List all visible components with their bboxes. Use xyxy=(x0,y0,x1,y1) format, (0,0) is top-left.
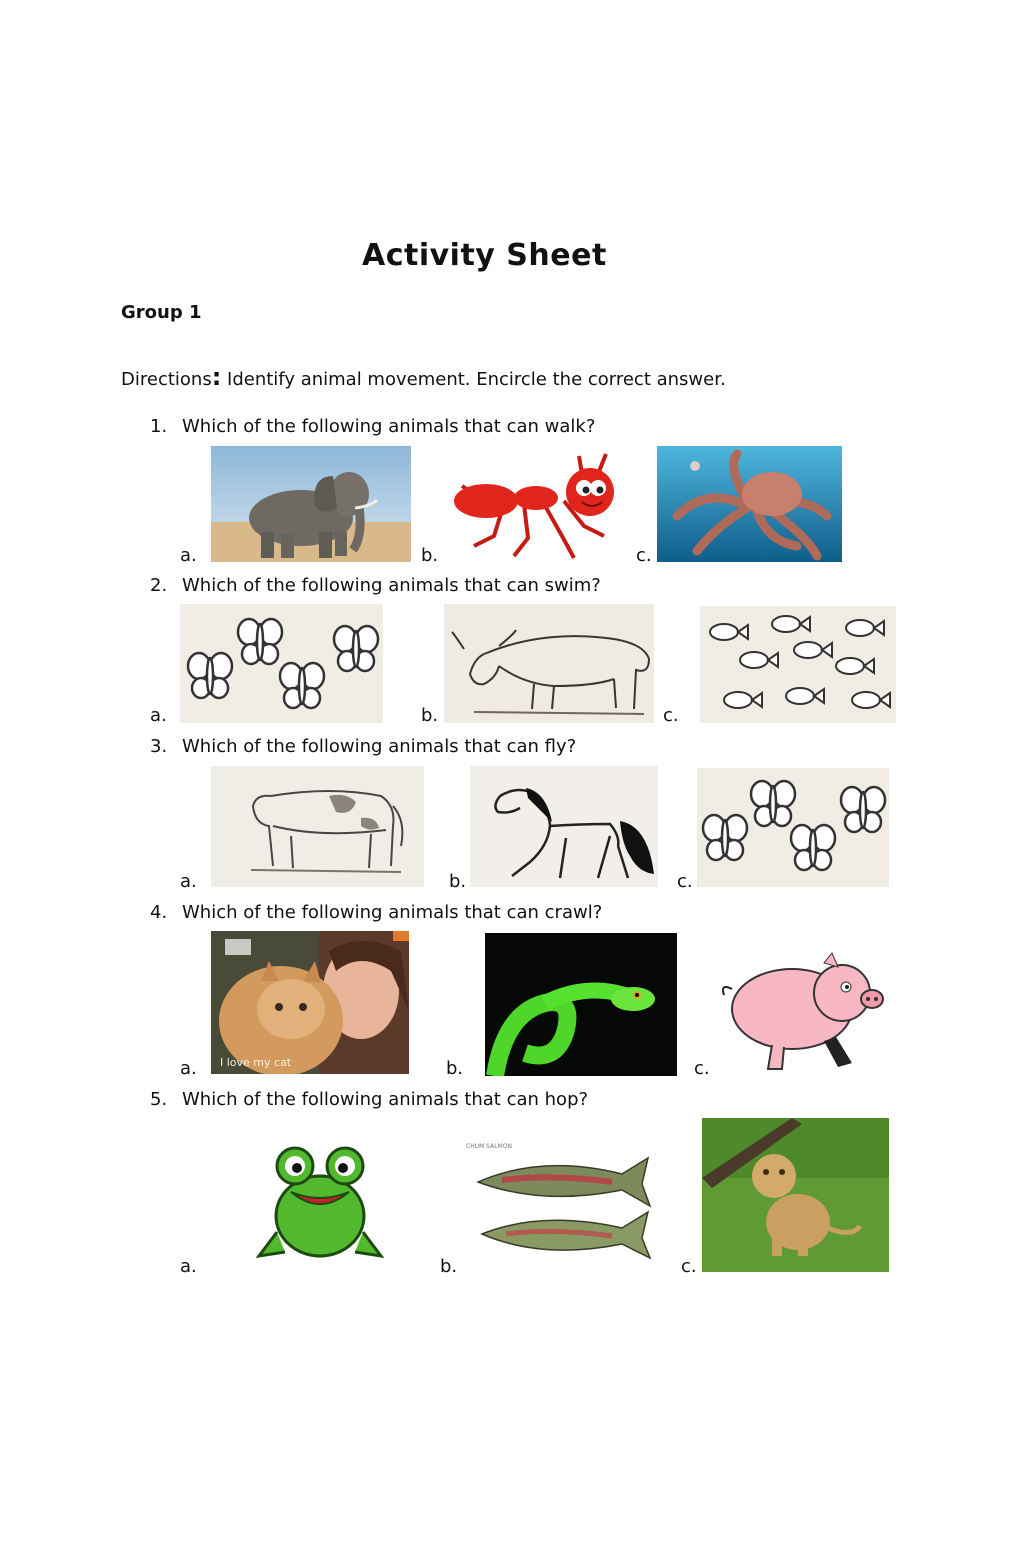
page-title: Activity Sheet xyxy=(362,238,607,273)
octopus-image[interactable] xyxy=(657,446,842,562)
question-text: Which of the following animals that can hop? xyxy=(182,1089,589,1110)
salmon-illustration-image[interactable] xyxy=(462,1140,657,1272)
question-text: Which of the following animals that can walk? xyxy=(182,416,596,437)
option-label-3c[interactable]: c. xyxy=(677,871,693,892)
fishes-drawing-image[interactable] xyxy=(700,606,896,723)
butterflies-image-2[interactable] xyxy=(697,768,889,887)
option-label-2a[interactable]: a. xyxy=(150,705,167,726)
option-label-1c[interactable]: c. xyxy=(636,545,652,566)
directions-label: Directions xyxy=(121,369,212,390)
group-heading: Group 1 xyxy=(121,302,202,323)
green-snake-image[interactable] xyxy=(485,933,677,1076)
option-label-3a[interactable]: a. xyxy=(180,871,197,892)
option-label-4c[interactable]: c. xyxy=(694,1058,710,1079)
option-label-1a[interactable]: a. xyxy=(180,545,197,566)
cat-photo-image[interactable] xyxy=(211,931,409,1074)
directions xyxy=(121,363,726,391)
question-number: 2. xyxy=(150,575,168,596)
option-label-4a[interactable]: a. xyxy=(180,1058,197,1079)
question-4 xyxy=(150,902,602,923)
directions-text: Identify animal movement. Encircle the correct answer. xyxy=(221,369,726,390)
horse-drawing-image[interactable] xyxy=(470,766,658,887)
option-label-5a[interactable]: a. xyxy=(180,1256,197,1277)
option-label-4b[interactable]: b. xyxy=(446,1058,464,1079)
option-label-5c[interactable]: c. xyxy=(681,1256,697,1277)
cow-drawing-image[interactable] xyxy=(211,766,424,887)
option-label-1b[interactable]: b. xyxy=(421,545,439,566)
carabao-drawing-image[interactable] xyxy=(444,604,654,723)
directions-colon: : xyxy=(211,363,222,391)
question-number: 4. xyxy=(150,902,168,923)
lion-cub-image[interactable] xyxy=(702,1118,889,1272)
question-number: 3. xyxy=(150,736,168,757)
cartoon-pig-image[interactable] xyxy=(712,949,888,1076)
question-text: Which of the following animals that can crawl? xyxy=(182,902,603,923)
cartoon-ant-image[interactable] xyxy=(444,446,629,562)
cartoon-frog-image[interactable] xyxy=(255,1132,385,1272)
option-label-2c[interactable]: c. xyxy=(663,705,679,726)
cat-photo-caption: I love my cat xyxy=(220,1056,292,1069)
question-number: 5. xyxy=(150,1089,168,1110)
question-5 xyxy=(150,1089,588,1110)
salmon-caption: CHUM SALMON xyxy=(466,1143,512,1150)
butterflies-image[interactable] xyxy=(180,604,383,723)
option-label-5b[interactable]: b. xyxy=(440,1256,458,1277)
question-text: Which of the following animals that can fly? xyxy=(182,736,577,757)
question-text: Which of the following animals that can swim? xyxy=(182,575,601,596)
question-number: 1. xyxy=(150,416,168,437)
option-label-2b[interactable]: b. xyxy=(421,705,439,726)
elephant-image[interactable] xyxy=(211,446,411,562)
question-1 xyxy=(150,416,595,437)
option-label-3b[interactable]: b. xyxy=(449,871,467,892)
question-3 xyxy=(150,736,576,757)
question-2 xyxy=(150,575,601,596)
